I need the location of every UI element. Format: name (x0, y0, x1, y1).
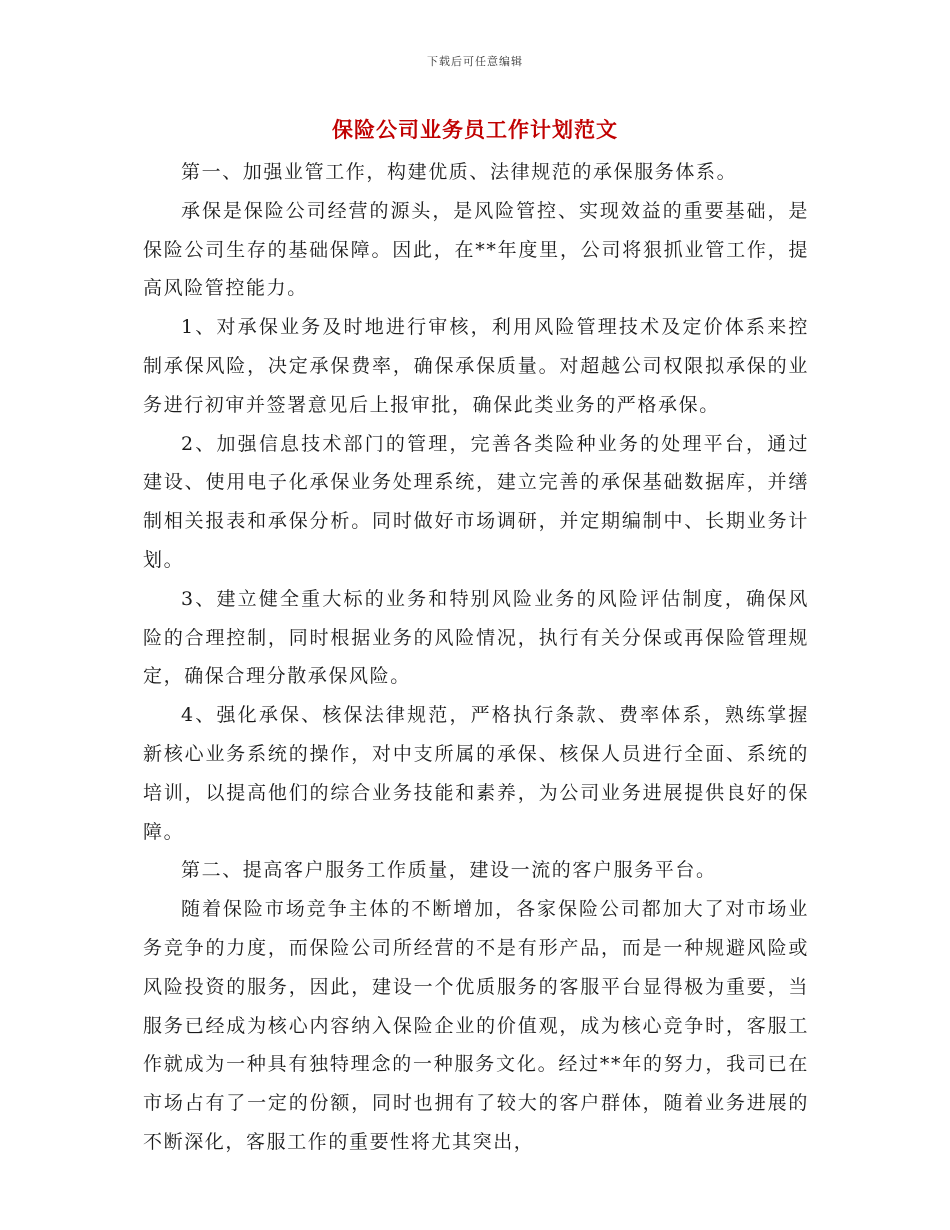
document-title: 保险公司业务员工作计划范文 (332, 117, 618, 142)
paragraph-item-4: 4、强化承保、核保法律规范，严格执行条款、费率体系，熟练掌握新核心业务系统的操作，对中支所属的承保、核保人员进行全面、系统的培训，以提高他们的综合业务技能和素养，为公司业务进展提供良好的保障。 (143, 704, 809, 843)
paragraph-item-1: 1、对承保业务及时地进行审核，利用风险管理技术及定价体系来控制承保风险，决定承保费率，确保承保质量。对超越公司权限拟承保的业务进行初审并签署意见后上报审批，确保此类业务的严格承保。 (143, 316, 809, 416)
paragraph-item-3: 3、建立健全重大标的业务和特别风险业务的风险评估制度，确保风险的合理控制，同时根据业务的风险情况，执行有关分保或再保险管理规定，确保合理分散承保风险。 (143, 587, 809, 688)
document-body (143, 153, 809, 1162)
paragraph-customer-service: 随着保险市场竞争主体的不断增加，各家保险公司都加大了对市场业务竞争的力度，而保险公司所经营的不是有形产品，而是一种规避风险或风险投资的服务，因此，建设一个优质服务的客服平台显得极为重要，当服务已经成为核心内容纳入保险企业的价值观，成为核心竞争时，客服工作就成为一种具有独特理念的一种服务文化。经过**年的努力，我司已在市场占有了一定的份额，同时也拥有了较大的客户群体，随着业务进展的不断深化，客服工作的重要性将尤其突出， (143, 898, 809, 1153)
paragraph-item-2: 2、加强信息技术部门的管理，完善各类险种业务的处理平台，通过建设、使用电子化承保业务处理系统，建立完善的承保基础数据库，并缮制相关报表和承保分析。同时做好市场调研，并定期编制中、长期业务计划。 (143, 432, 809, 571)
paragraph-underwriting-intro: 承保是保险公司经营的源头，是风险管控、实现效益的重要基础，是保险公司生存的基础保障。因此，在**年度里，公司将狠抓业管工作，提高风险管控能力。 (143, 199, 809, 300)
paragraph-section-1-heading: 第一、加强业管工作，构建优质、法律规范的承保服务体系。 (181, 161, 738, 183)
paragraph-section-2-heading: 第二、提高客户服务工作质量，建设一流的客户服务平台。 (181, 859, 717, 882)
page-header-note: 下载后可任意编辑 (427, 55, 523, 68)
